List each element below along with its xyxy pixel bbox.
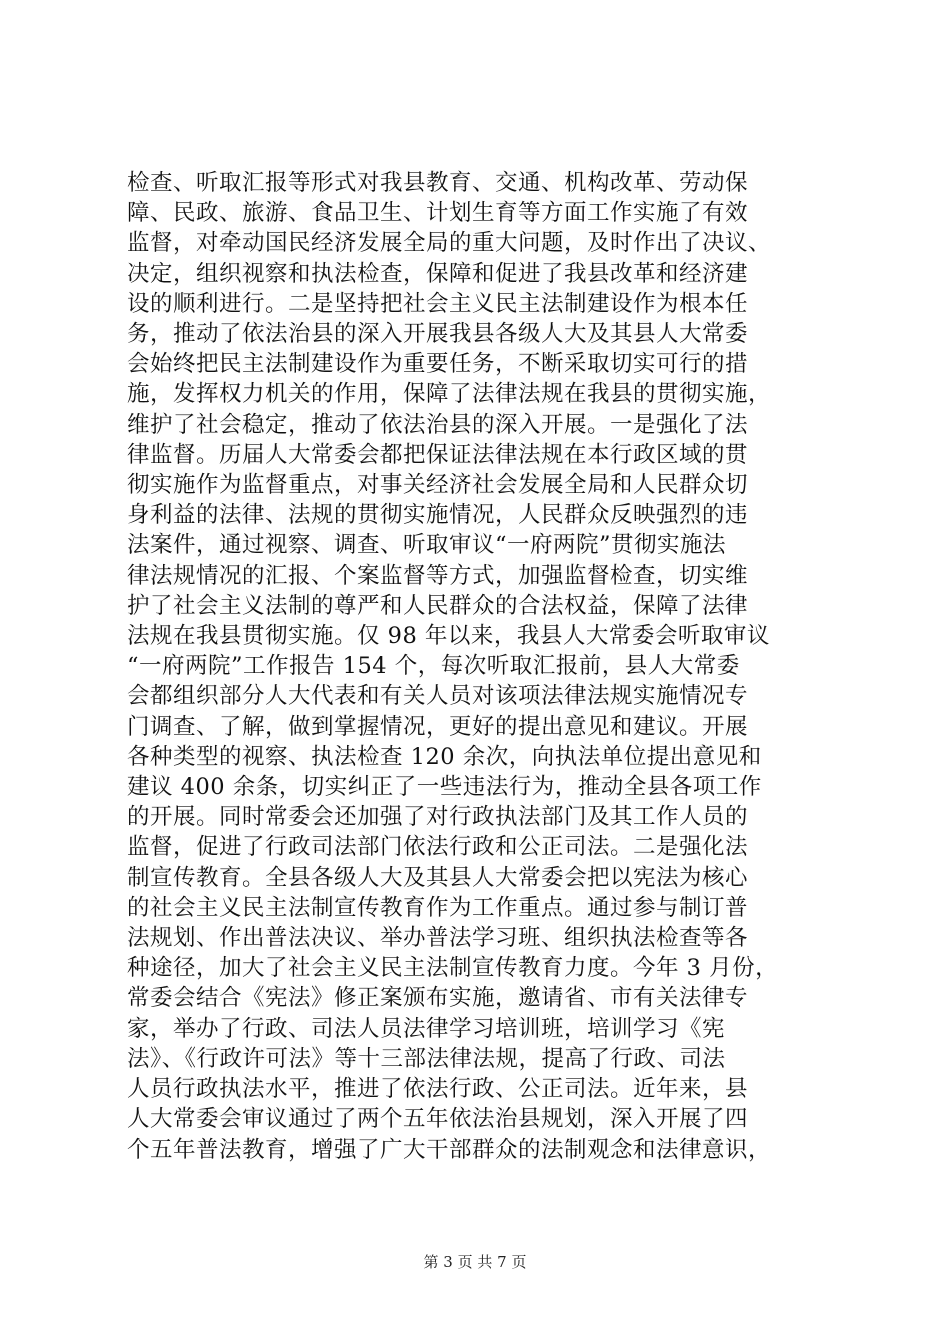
page-number-footer: 第 3 页 共 7 页 — [423, 1253, 527, 1271]
text-line: 法案件，通过视察、调查、听取审议“一府两院”贯彻实施法 — [127, 532, 727, 559]
text-line: 家，举办了行政、司法人员法律学习培训班，培训学习《宪 — [127, 1015, 726, 1042]
text-line: 制宣传教育。全县各级人大及其县人大常委会把以宪法为核心 — [127, 864, 749, 891]
text-line: 的社会主义民主法制宣传教育作为工作重点。通过参与制订普 — [127, 894, 749, 921]
text-line: 的开展。同时常委会还加强了对行政执法部门及其工作人员的 — [127, 804, 749, 831]
text-line: 人员行政执法水平，推进了依法行政、公正司法。近年来，县 — [127, 1076, 749, 1103]
text-line: 设的顺利进行。二是坚持把社会主义民主法制建设作为根本任 — [127, 290, 749, 317]
text-line: 律监督。历届人大常委会都把保证法律法规在本行政区域的贯 — [127, 441, 749, 468]
text-line: 门调查、了解，做到掌握情况，更好的提出意见和建议。开展 — [127, 713, 749, 740]
text-line: 监督，对牵动国民经济发展全局的重大问题，及时作出了决议、 — [127, 230, 772, 257]
text-line: 律法规情况的汇报、个案监督等方式，加强监督检查，切实维 — [127, 562, 749, 589]
text-line: 护了社会主义法制的尊严和人民群众的合法权益，保障了法律 — [127, 592, 749, 619]
text-line: 身利益的法律、法规的贯彻实施情况，人民群众反映强烈的违 — [127, 502, 749, 529]
text-line: 检查、听取汇报等形式对我县教育、交通、机构改革、劳动保 — [127, 170, 749, 196]
text-line: 会都组织部分人大代表和有关人员对该项法律法规实施情况专 — [127, 683, 749, 710]
body-paragraph — [127, 168, 847, 1165]
text-line: 务，推动了依法治县的深入开展我县各级人大及其县人大常委 — [127, 321, 749, 348]
text-line: 人大常委会审议通过了两个五年依法治县规划，深入开展了四 — [127, 1106, 749, 1133]
text-line: 法规划、作出普法决议、举办普法学习班、组织执法检查等各 — [127, 925, 749, 952]
text-line: 会始终把民主法制建设作为重要任务，不断采取切实可行的措 — [127, 351, 749, 378]
text-line: 决定，组织视察和执法检查，保障和促进了我县改革和经济建 — [127, 260, 749, 287]
text-line: 各种类型的视察、执法检查 120 余次，向执法单位提出意见和 — [127, 743, 762, 770]
text-line: 法》、《行政许可法》等十三部法律法规，提高了行政、司法 — [127, 1045, 726, 1072]
text-line: 种途径，加大了社会主义民主法制宣传教育力度。今年 3 月份， — [127, 955, 779, 982]
text-line: 维护了社会稳定，推动了依法治县的深入开展。一是强化了法 — [127, 411, 749, 438]
text-line: 常委会结合《宪法》修正案颁布实施，邀请省、市有关法律专 — [127, 985, 749, 1012]
text-line: “一府两院”工作报告 154 个，每次听取汇报前，县人大常委 — [127, 653, 740, 680]
text-line: 个五年普法教育，增强了广大干部群众的法制观念和法律意识， — [127, 1136, 772, 1163]
text-line: 彻实施作为监督重点，对事关经济社会发展全局和人民群众切 — [127, 472, 749, 499]
text-line: 法规在我县贯彻实施。仅 98 年以来，我县人大常委会听取审议 — [127, 623, 770, 650]
text-line: 监督，促进了行政司法部门依法行政和公正司法。二是强化法 — [127, 834, 749, 861]
text-line: 建议 400 余条，切实纠正了一些违法行为，推动全县各项工作 — [127, 774, 762, 801]
text-line: 施，发挥权力机关的作用，保障了法律法规在我县的贯彻实施， — [127, 381, 772, 408]
text-line: 障、民政、旅游、食品卫生、计划生育等方面工作实施了有效 — [127, 200, 749, 227]
